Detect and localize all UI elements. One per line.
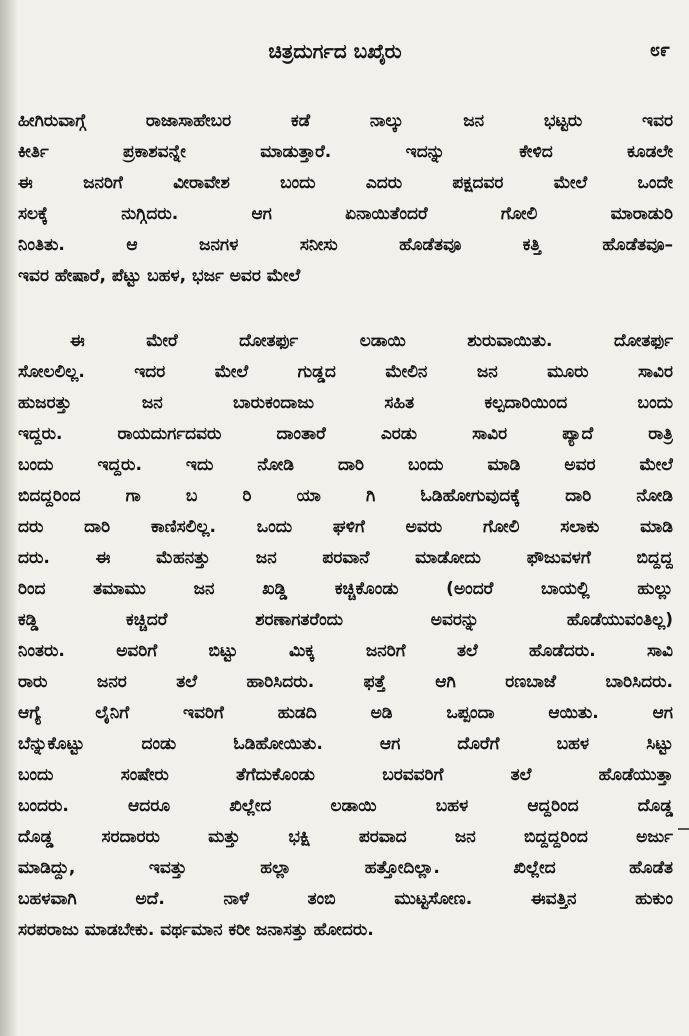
text-line: ದರು ದಾರಿ ಕಾಣಿಸಲಿಲ್ಲ. ಒಂದು ಘಳಿಗೆ ಅವರು ಗೋಲಿ ಸಲಾಕು ಮಾಡಿ [18,517,673,537]
text-line: ಈ ಮೇರೆ ದೋತರ್ಫು ಲಡಾಯಿ ಶುರುವಾಯಿತು. ದೋತರ್ಫು [70,331,673,351]
text-line: ಬಂದರು. ಆದರೂ ಖಿಲ್ಲೇದ ಲಡಾಯಿ ಬಹಳ ಆದ್ದರಿಂದ ದೊಡ್ಡ [18,796,673,816]
text-line: ಇದ್ದರು. ರಾಯದುರ್ಗದವರು ದಾಂತಾರೆ ಎರಡು ಸಾವಿರ ಪ್ಯಾದೆ ರಾತ್ರಿ [18,424,673,444]
text-line: ಸೋಲಲಿಲ್ಲ. ಇದರ ಮೇಲೆ ಗುಡ್ಡದ ಮೇಲಿನ ಜನ ಮೂರು ಸಾವಿರ [18,362,673,382]
text-line: ಸರಪರಾಜು ಮಾಡಬೇಕು. ವರ್ಥಮಾನ ಕರೀ ಜನಾಸತ್ತು ಹೋದರು. [18,920,374,940]
paragraph-gap [18,292,673,326]
text-line: ಸಲಕ್ಕೆ ನುಗ್ಗಿದರು. ಆಗ ಏನಾಯಿತೆಂದರೆ ಗೋಲಿ ಮಾರಾಡುರಿ [18,204,673,224]
paragraph-1 [18,106,673,292]
text-line: ಕೀರ್ತಿ ಪ್ರಕಾಶವನ್ನೇ ಮಾಡುತ್ತಾರೆ. ಇದನ್ನು ಕೇಳಿದ ಕೂಡಲೇ [18,142,673,162]
text-line: ಈ ಜನರಿಗೆ ವೀರಾವೇಶ ಬಂದು ಎದರು ಪಕ್ಷದವರ ಮೇಲೆ ಒಂದೇ [18,173,673,193]
text-line: ಬಂದು ಇದ್ದರು. ಇದು ನೋಡಿ ದಾರಿ ಬಂದು ಮಾಡಿ ಅವರ ಮೇಲೆ [18,455,673,475]
body-text [18,106,673,946]
text-line: ಹೀಗಿರುವಾಗ್ಗೆ ರಾಜಾಸಾಹೇಬರ ಕಡೆ ನಾಲ್ಕು ಜನ ಭಟ್ಟರು ಇವರ [18,111,673,131]
text-line: ದೊಡ್ಡ ಸರದಾರರು ಮತ್ತು ಭಕ್ಷಿ ಪರವಾದ ಜನ ಬಿದ್ದದ್ದರಿಂದ ಅರ್ಜು [18,827,673,847]
text-line: ಬಂದು ಸಂಷೇರು ತೆಗೆದುಕೊಂಡು ಬರವವರಿಗೆ ತಲೆ ಹೊಡೆಯುತ್ತಾ [18,765,673,785]
text-line: ಹುಜರತ್ತು ಜನ ಬಾರುಕಂದಾಜು ಸಹಿತ ಕಲ್ಪದಾರಿಯಿಂದ ಬಂದು [18,393,673,413]
text-line: ಮಾಡಿದ್ದು, ಇವತ್ತು ಹಲ್ಲಾ ಹತ್ತೋದಿಲ್ಲಾ. ಖಿಲ್ಲೇದ ಹೊಡೆತ [18,858,673,878]
text-line: ಬೆನ್ನುಕೊಟ್ಟು ದಂಡು ಓಡಿಹೋಯಿತು. ಆಗ ದೊರೆಗೆ ಬಹಳ ಸಿಟ್ಟು [18,734,673,754]
text-line: ನಿಂತರು. ಅವರಿಗೆ ಬಿಟ್ಟು ಮಿಕ್ಕ ಜನರಿಗೆ ತಲೆ ಹೊಡೆದರು. ಸಾವಿ [18,641,673,661]
text-line: ದರು. ಈ ಮೆಹನತ್ತು ಜನ ಪರವಾನೆ ಮಾಡೋದು ಫೌಜುವಳಗೆ ಬಿದ್ದದ್ದ [18,548,673,568]
text-line: ರಾರು ಜನರ ತಲೆ ಹಾರಿಸಿದರು. ಫತ್ತೆ ಆಗಿ ರಣಬಾಜೆ ಬಾರಿಸಿದರು. [18,672,673,692]
page-number: ೮೯ [649,40,670,61]
text-line: ಇವರ ಹೇಷಾರೆ, ಪೆಟ್ಟು ಬಹಳ, ಭರ್ಜ ಅವರ ಮೇಲೆ [18,266,301,286]
text-line: ಬಹಳವಾಗಿ ಅದೆ. ನಾಳೆ ತಂಬಿ ಮುಟ್ಟಸೋಣ. ಈವತ್ತಿನ ಹುಕುಂ [18,889,673,909]
text-line: ನಿಂತಿತು. ಆ ಜನಗಳ ಸನೀಸು ಹೊಡೆತವೂ ಕತ್ತಿ ಹೊಡೆತವೂ– [18,235,673,255]
text-line: ಬಿದದ್ದರಿಂದ ಗಾ ಬ ರಿ ಯಾ ಗಿ ಓಡಿಹೋಗುವುದಕ್ಕೆ ದಾರಿ ನೋಡಿ [18,486,673,506]
text-line: ರಿಂದ ತಮಾಮು ಜನ ಖಡ್ಡಿ ಕಚ್ಚಿಕೊಂಡು (ಅಂದರೆ ಬಾಯಲ್ಲಿ ಹುಲ್ಲು [18,579,673,599]
paragraph-2 [18,326,673,946]
text-line: ಕಡ್ಡಿ ಕಚ್ಚಿದರೆ ಶರಣಾಗತರೆಂದು ಅವರನ್ನು ಹೊಡೆಯುವಂತಿಲ್ಲ) [18,610,673,630]
text-line: ಆಗ್ಯೆ ಲೈನಿಗೆ ಇವರಿಗೆ ಹುಡದಿ ಅಡಿ ಒಪ್ಪಂದಾ ಆಯಿತು. ಆಗ [18,703,673,723]
running-header-title: ಚಿತ್ರದುರ್ಗದ ಬಖೈರು [268,39,402,63]
